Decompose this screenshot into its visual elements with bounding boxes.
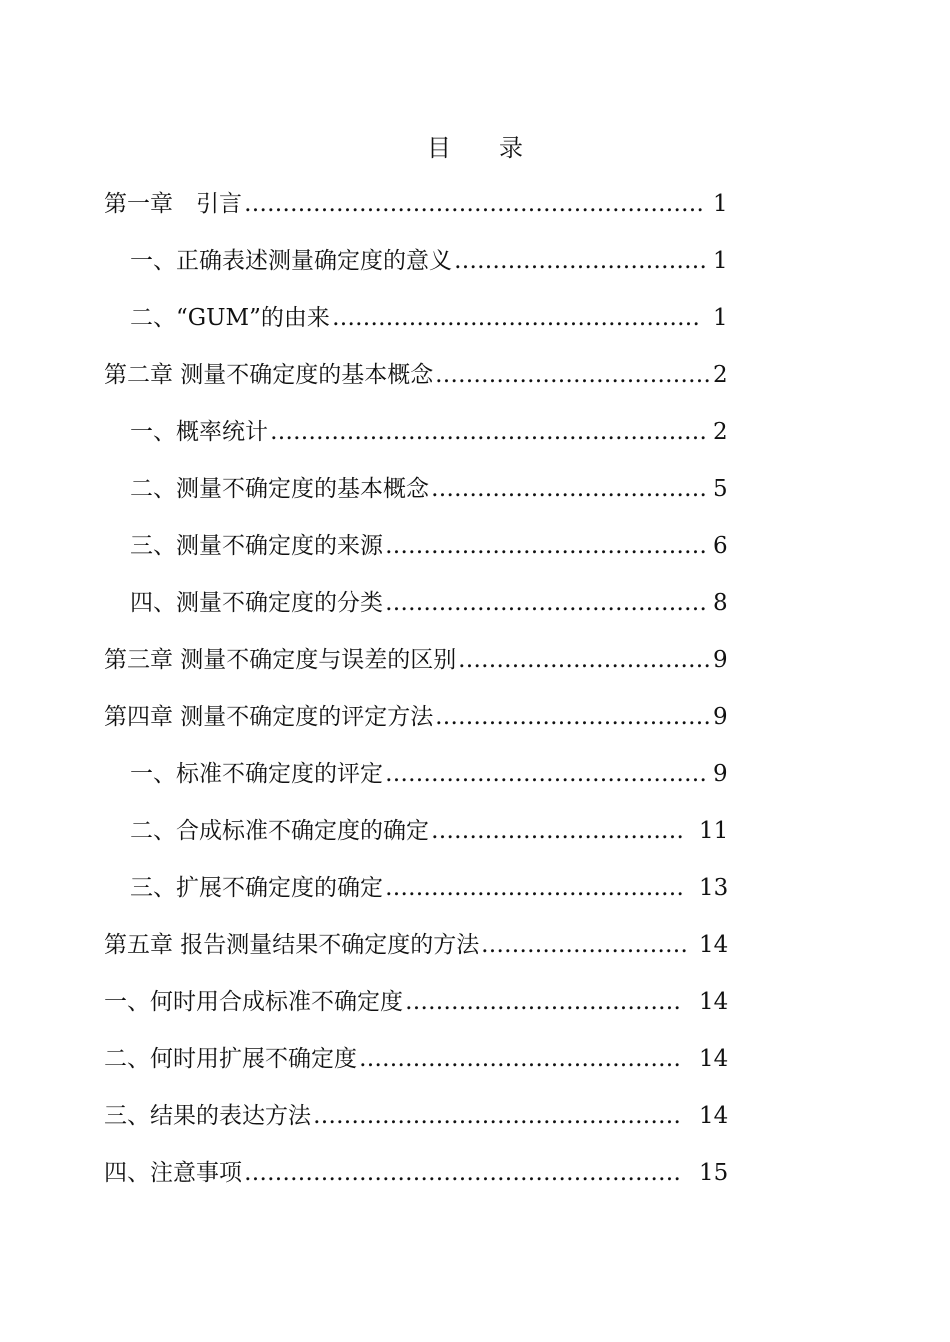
toc-entry-text: 一、标准不确定度的评定	[130, 761, 383, 787]
toc-entry-page: 14	[699, 989, 729, 1015]
dot-leader: ……………………………	[431, 818, 684, 844]
toc-entry-section[interactable]	[0, 241, 950, 298]
toc-entry-text: 二、测量不确定度的基本概念	[130, 476, 429, 502]
dot-leader: ……………………………	[454, 248, 707, 274]
toc-entry-page: 6	[713, 533, 728, 559]
toc-entry-text: 二、何时用扩展不确定度	[104, 1046, 357, 1072]
toc-entry-chapter-1[interactable]	[0, 184, 950, 241]
dot-leader: ……………………………………	[385, 533, 707, 559]
toc-entry-page: 13	[699, 875, 729, 901]
dot-leader: ……………………………………	[385, 590, 707, 616]
toc-entry-page: 15	[699, 1160, 729, 1186]
toc-entry-section[interactable]	[0, 982, 950, 1039]
toc-entry-text: 第三章 测量不确定度与误差的区别	[104, 647, 457, 673]
toc-entry-text: 一、概率统计	[130, 419, 268, 445]
toc-title-right: 录	[499, 134, 523, 162]
dot-leader: ……………………………	[458, 647, 711, 673]
toc-entry-chapter-3[interactable]	[0, 640, 950, 697]
dot-leader: ………………………………	[431, 476, 707, 502]
dot-leader: …………………………………………	[332, 305, 700, 331]
toc-entry-page: 9	[713, 704, 728, 730]
toc-entry-section[interactable]	[0, 868, 950, 925]
dot-leader: …………………………………………………	[244, 1160, 681, 1186]
dot-leader: …………………………………………………	[270, 419, 707, 445]
toc-entry-text: 三、结果的表达方法	[104, 1103, 311, 1129]
toc-entry-text: 四、注意事项	[104, 1160, 242, 1186]
toc-entry-chapter-2[interactable]	[0, 355, 950, 412]
dot-leader: ………………………	[481, 932, 688, 958]
toc-entry-text: 二、“GUM”的由来	[130, 305, 330, 331]
dot-leader: ………………………………	[435, 362, 711, 388]
dot-leader: ………………………………	[405, 989, 681, 1015]
toc-entry-section[interactable]	[0, 583, 950, 640]
toc-entry-section[interactable]	[0, 469, 950, 526]
toc-entry-page: 9	[713, 761, 728, 787]
toc-entry-text: 第一章 引言	[104, 191, 242, 217]
dot-leader: ……………………………………	[359, 1046, 681, 1072]
toc-entry-page: 11	[699, 818, 729, 844]
toc-entry-page: 2	[713, 362, 728, 388]
toc-entry-page: 1	[713, 305, 728, 331]
toc-entry-text: 二、合成标准不确定度的确定	[130, 818, 429, 844]
dot-leader: …………………………………………	[313, 1103, 681, 1129]
toc-entry-text: 一、何时用合成标准不确定度	[104, 989, 403, 1015]
toc-entry-page: 14	[699, 1046, 729, 1072]
dot-leader: …………………………………	[385, 875, 684, 901]
toc-entry-text: 第五章 报告测量结果不确定度的方法	[104, 932, 480, 958]
toc-entry-page: 2	[713, 419, 728, 445]
toc-entry-section[interactable]	[0, 298, 950, 355]
toc-entry-chapter-5[interactable]	[0, 925, 950, 982]
toc-entry-section[interactable]	[0, 811, 950, 868]
toc-entry-page: 1	[713, 248, 728, 274]
toc-entry-section[interactable]	[0, 1153, 950, 1210]
toc-entry-text: 一、正确表述测量确定度的意义	[130, 248, 452, 274]
dot-leader: ………………………………	[435, 704, 711, 730]
dot-leader: ……………………………………	[385, 761, 707, 787]
toc-list	[0, 184, 950, 1210]
toc-entry-page: 9	[713, 647, 728, 673]
toc-entry-section[interactable]	[0, 1039, 950, 1096]
toc-entry-section[interactable]	[0, 526, 950, 583]
toc-entry-text: 三、扩展不确定度的确定	[130, 875, 383, 901]
toc-title	[0, 128, 950, 168]
toc-entry-page: 14	[699, 932, 729, 958]
dot-leader: ……………………………………………………	[244, 191, 704, 217]
toc-entry-text: 第四章 测量不确定度的评定方法	[104, 704, 434, 730]
toc-entry-text: 三、测量不确定度的来源	[130, 533, 383, 559]
toc-title-left: 目	[427, 134, 451, 162]
toc-entry-section[interactable]	[0, 1096, 950, 1153]
toc-entry-page: 14	[699, 1103, 729, 1129]
toc-entry-chapter-4[interactable]	[0, 697, 950, 754]
toc-entry-page: 1	[713, 191, 728, 217]
toc-entry-page: 8	[713, 590, 728, 616]
toc-entry-text: 四、测量不确定度的分类	[130, 590, 383, 616]
toc-entry-page: 5	[713, 476, 728, 502]
toc-entry-text: 第二章 测量不确定度的基本概念	[104, 362, 434, 388]
toc-entry-section[interactable]	[0, 412, 950, 469]
toc-entry-section[interactable]	[0, 754, 950, 811]
